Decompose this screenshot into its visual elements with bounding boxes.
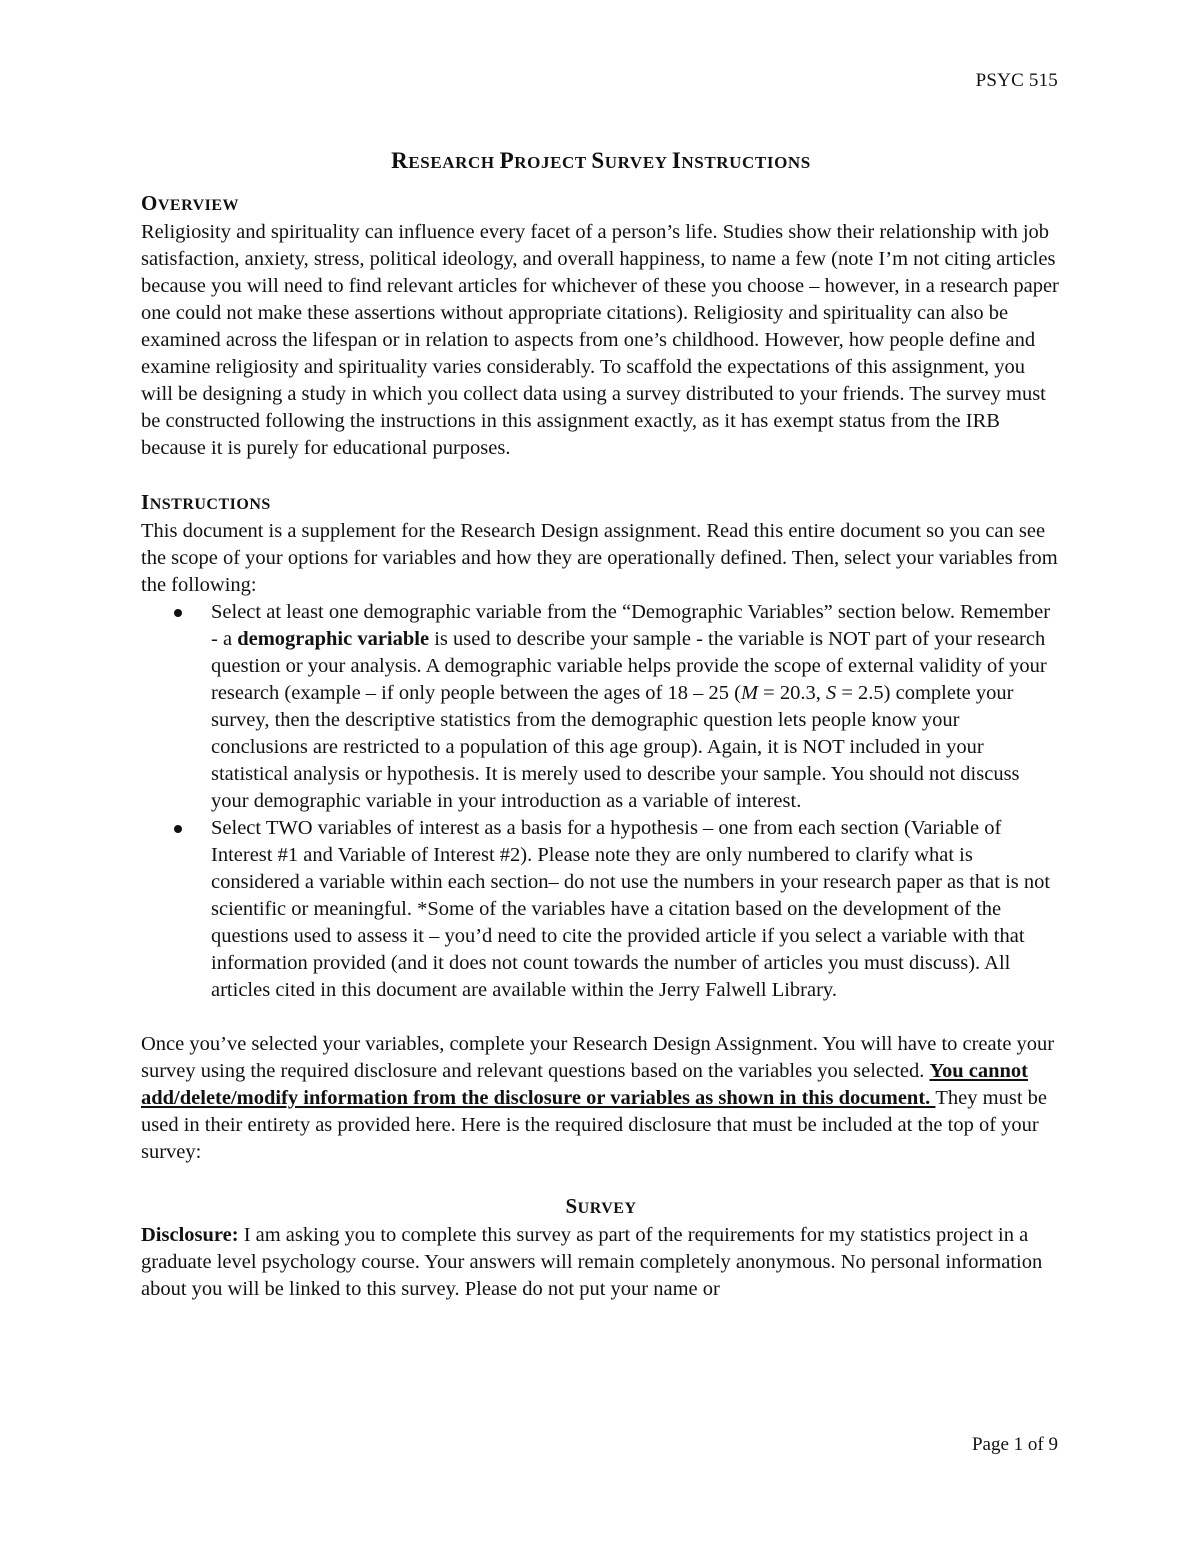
- instructions-bullet-list: [141, 599, 1061, 1004]
- list-item-variables-of-interest: Select TWO variables of interest as a basis for a hypothesis – one from each section (Variable of Interest #1 and Variable of Interest #2). Please note they are only numbered to clarify what is considered a variable within each section– do not use the numbers in your research paper as that is not scientific or meaningful. *Some of the variables have a citation based on the development of the questions used to assess it – you’d need to cite the provided article if you select a variable with that information provided (and it does not count towards the number of articles you must discuss). All articles cited in this document are available within the Jerry Falwell Library.: [211, 815, 1061, 1004]
- no-modify-warning: You cannot add/delete/modify information from the disclosure or variables as shown in this document.: [141, 1060, 1028, 1109]
- disclosure-label: Disclosure:: [141, 1224, 239, 1246]
- bullet-dot-icon: [174, 609, 182, 617]
- survey-heading: SURVEY: [565, 1194, 637, 1218]
- course-header: PSYC 515: [975, 70, 1058, 91]
- instructions-heading: INSTRUCTIONS: [141, 490, 271, 514]
- list-item-demographic: Select at least one demographic variable from the “Demographic Variables” section below. Remember - a demographic variable is used to describe your sample - the variable is NOT part of your research question or your analysis. A demographic variable helps provide the scope of external validity of your research (example – if only people between the ages of 18 – 25 (M = 20.3, S = 2.5) complete your survey, then the descriptive statistics from the demographic question lets people know your conclusions are restricted to a population of this age group). Again, it is NOT included in your statistical analysis or hypothesis. It is merely used to describe your sample. You should not discuss your demographic variable in your introduction as a variable of interest.: [211, 599, 1061, 815]
- page-number: Page 1 of 9: [971, 1434, 1058, 1455]
- instructions-intro: This document is a supplement for the Research Design assignment. Read this entire document so you can see the scope of your options for variables and how they are operationally defined. Then, select your variables from the following:: [141, 520, 1058, 596]
- demographic-variable-term: demographic variable: [237, 628, 430, 650]
- overview-heading: OVERVIEW: [141, 191, 240, 215]
- bullet-dot-icon: [174, 825, 182, 833]
- disclosure-paragraph: Disclosure: I am asking you to complete this survey as part of the requirements for my statistics project in a graduate level psychology course. Your answers will remain completely anonymous. No personal information about you will be linked to this survey. Please do not put your name or: [141, 1224, 1043, 1300]
- instructions-closing: Once you’ve selected your variables, complete your Research Design Assignment. You will have to create your survey using the required disclosure and relevant questions based on the variables you selected. You cannot add/delete/modify information from the disclosure or variables as shown in this document. They must be used in their entirety as provided here. Here is the required disclosure that must be included at the top of your survey:: [141, 1033, 1055, 1163]
- overview-paragraph: Religiosity and spirituality can influence every facet of a person’s life. Studies show their relationship with job satisfaction, anxiety, stress, political ideology, and overall happiness, to name a few (note I’m not citing articles because you will need to find relevant articles for whichever of these you choose – however, in a research paper one could not make these assertions without appropriate citations). Religiosity and spirituality can also be examined across the lifespan or in relation to aspects from one’s childhood. However, how people define and examine religiosity and spirituality varies considerably. To scaffold the expectations of this assignment, you will be designing a study in which you collect data using a survey distributed to your friends. The survey must be constructed following the instructions in this assignment exactly, as it has exempt status from the IRB because it is purely for educational purposes.: [141, 221, 1059, 459]
- document-title: RESEARCH PROJECT SURVEY INSTRUCTIONS: [391, 148, 811, 173]
- document-body: [141, 146, 1061, 1303]
